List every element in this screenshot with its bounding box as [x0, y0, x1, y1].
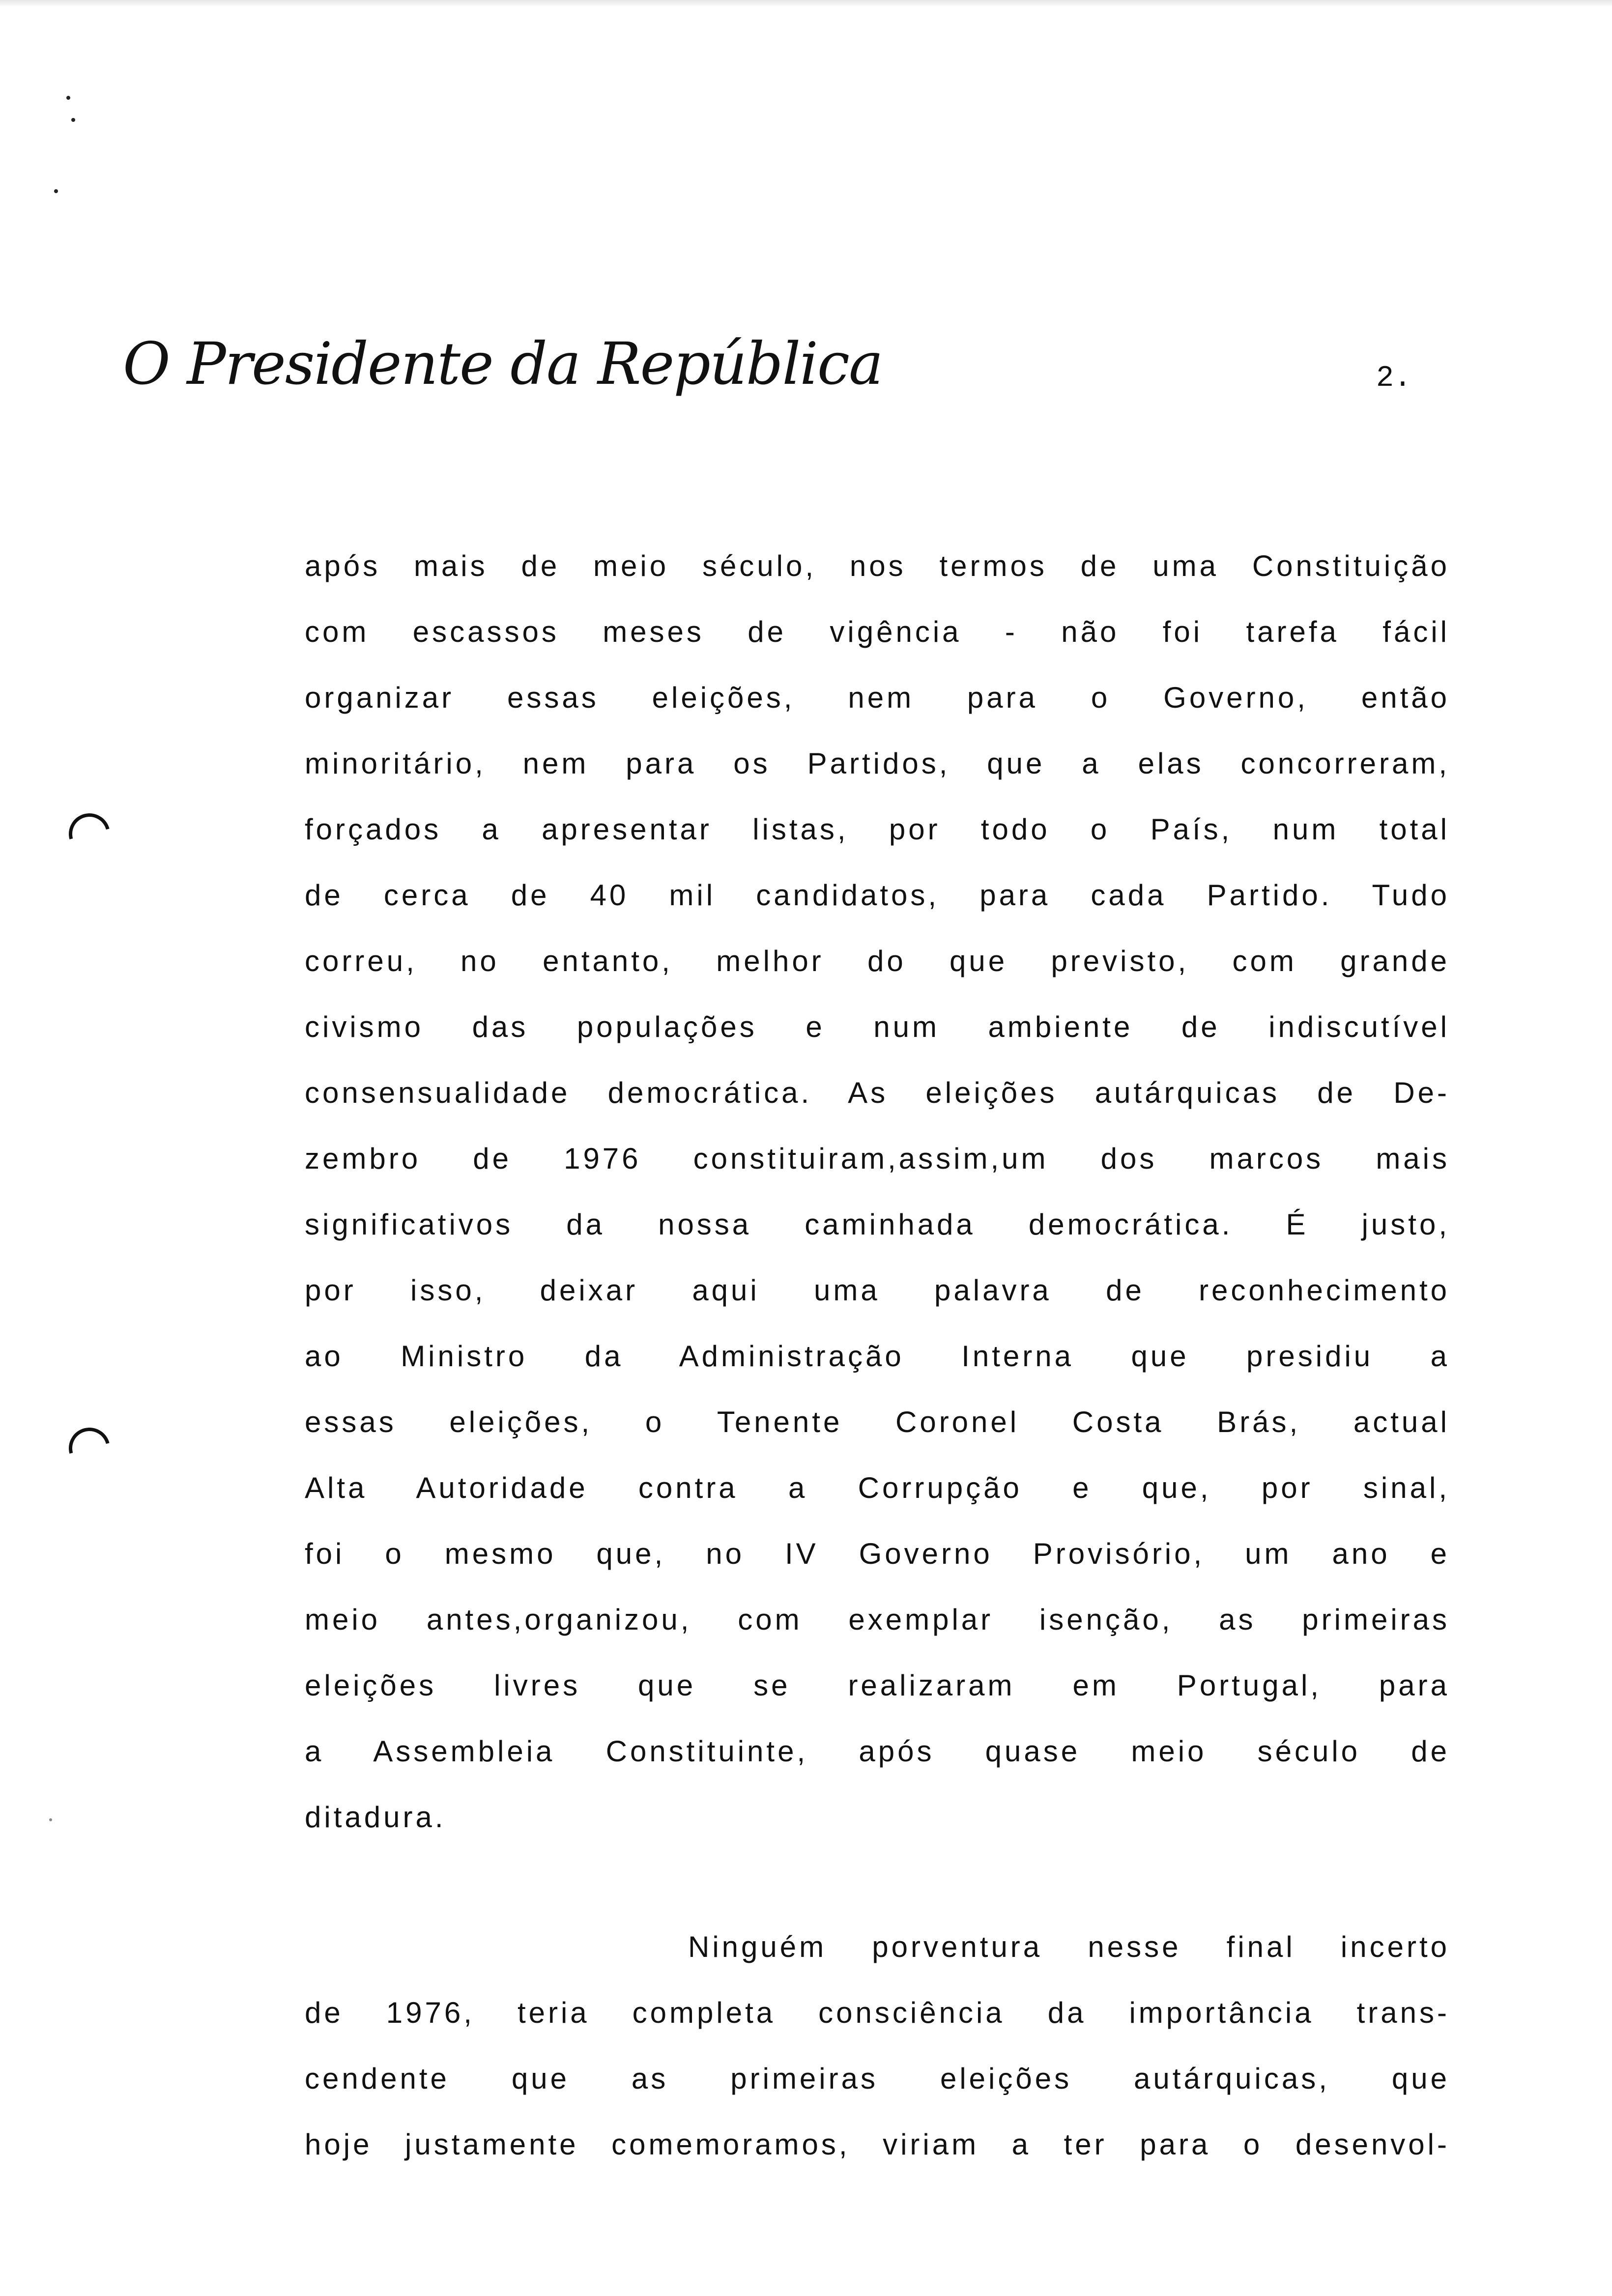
text-line: de 1976, teria completa consciência da importância trans- [305, 1996, 1450, 2029]
text-line: cendente que as primeiras eleições autárquicas, que [305, 2062, 1450, 2095]
paragraph-1 [305, 533, 1450, 1850]
text-line: zembro de 1976 constituiram,assim,um dos marcos mais [305, 1142, 1450, 1175]
text-line: correu, no entanto, melhor do que previsto, com grande [305, 945, 1450, 977]
scan-speck [66, 96, 70, 100]
text-line: ditadura. [305, 1801, 446, 1834]
scan-speck [54, 189, 58, 193]
text-line: essas eleições, o Tenente Coronel Costa Brás, actual [305, 1406, 1450, 1438]
scan-top-edge [0, 0, 1612, 7]
text-line: organizar essas eleições, nem para o Governo, então [305, 681, 1450, 714]
text-line: forçados a apresentar listas, por todo o País, num total [305, 813, 1450, 846]
text-line: civismo das populações e num ambiente de indiscutível [305, 1010, 1450, 1043]
text-line: significativos da nossa caminhada democrática. É justo, [305, 1208, 1450, 1241]
page-number: 2. [1376, 362, 1412, 395]
text-line: após mais de meio século, nos termos de uma Constituição [305, 549, 1450, 582]
scan-speck [49, 1818, 52, 1821]
text-line: com escassos meses de vigência - não foi tarefa fácil [305, 615, 1450, 648]
text-line: consensualidade democrática. As eleições autárquicas de De- [305, 1076, 1450, 1109]
text-line: Ninguém porventura nesse final incerto [688, 1930, 1450, 1963]
text-line: minoritário, nem para os Partidos, que a elas concorreram, [305, 747, 1450, 780]
text-line: meio antes,organizou, com exemplar isenção, as primeiras [305, 1603, 1450, 1636]
text-line: foi o mesmo que, no IV Governo Provisório, um ano e [305, 1537, 1450, 1570]
binder-hole-mark [61, 1420, 118, 1477]
scan-speck [71, 118, 75, 122]
text-line: ao Ministro da Administração Interna que presidiu a [305, 1340, 1450, 1373]
paragraph-2 [305, 1914, 1450, 2178]
text-line: hoje justamente comemoramos, viriam a ter para o desenvol- [305, 2128, 1450, 2161]
text-line: a Assembleia Constituinte, após quase meio século de [305, 1735, 1450, 1768]
text-line: de cerca de 40 mil candidatos, para cada Partido. Tudo [305, 879, 1450, 912]
letterhead-title: O Presidente da República [123, 330, 883, 398]
text-line: Alta Autoridade contra a Corrupção e que, por sinal, [305, 1471, 1450, 1504]
text-line: por isso, deixar aqui uma palavra de reconhecimento [305, 1274, 1450, 1307]
text-line: eleições livres que se realizaram em Portugal, para [305, 1669, 1450, 1702]
binder-hole-mark [61, 806, 118, 862]
